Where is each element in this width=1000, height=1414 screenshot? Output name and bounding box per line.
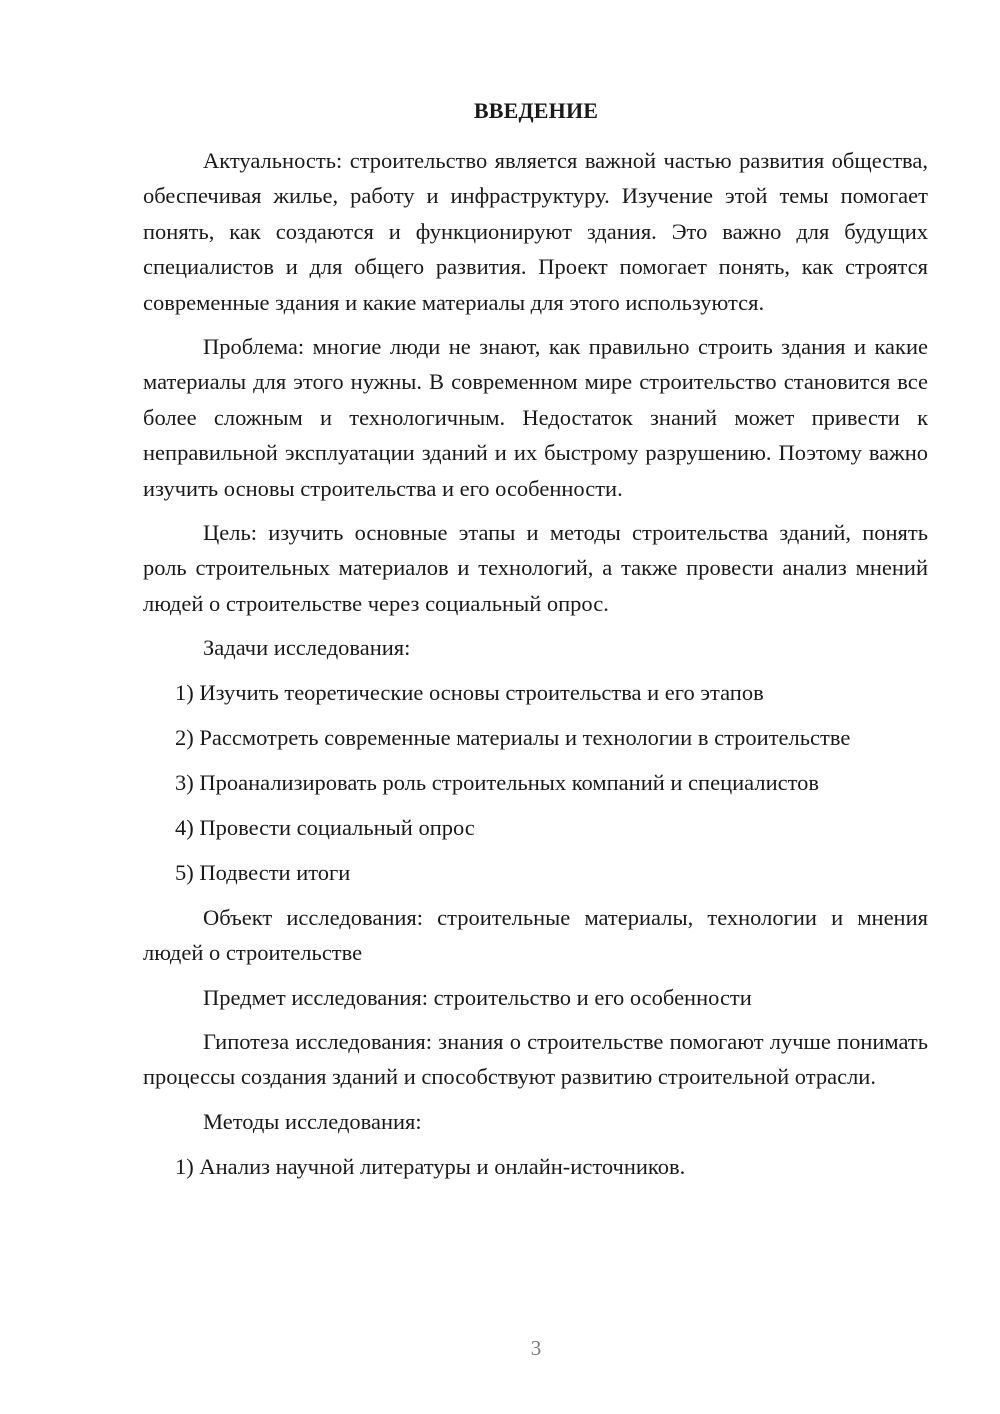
tasks-heading: Задачи исследования:: [203, 635, 411, 661]
document-body: [143, 143, 928, 1184]
methods-heading: Методы исследования:: [203, 1108, 422, 1134]
task-item: 5) Подвести итоги: [175, 859, 351, 885]
paragraph-object: Объект исследования: строительные материалы, технологии и мнения людей о строительстве: [143, 904, 928, 966]
paragraph-hypothesis: Гипотеза исследования: знания о строительстве помогают лучше понимать процессы создания зданий и способствуют развитию строительной отрасли.: [143, 1028, 928, 1090]
section-title: ВВЕДЕНИЕ: [473, 98, 599, 123]
task-item: 4) Провести социальный опрос: [175, 814, 475, 840]
method-item: 1) Анализ научной литературы и онлайн-источников.: [175, 1153, 686, 1179]
paragraph-goal: Цель: изучить основные этапы и методы строительства зданий, понять роль строительных материалов и технологий, а также провести анализ мнений людей о строительстве через социальный опрос.: [143, 520, 928, 616]
page-number: 3: [530, 1336, 542, 1360]
paragraph-problem: Проблема: многие люди не знают, как правильно строить здания и какие материалы для этого нужны. В современном мире строительство становится все более сложным и технологичным. Недостаток знаний может привести к неправильной эксплуатации зданий и их быстрому разрушению. Поэтому важно изучить основы строительства и его особенности.: [143, 334, 928, 501]
paragraph-subject: Предмет исследования: строительство и его особенности: [203, 984, 752, 1010]
task-item: 2) Рассмотреть современные материалы и технологии в строительстве: [175, 725, 851, 751]
paragraph-relevance: Актуальность: строительство является важной частью развития общества, обеспечивая жилье, работу и инфраструктуру. Изучение этой темы помогает понять, как создаются и функционируют здания. Это важно для будущих специалистов и для общего развития. Проект помогает понять, как строятся современные здания и какие материалы для этого используются.: [143, 148, 928, 315]
task-item: 1) Изучить теоретические основы строительства и его этапов: [175, 680, 764, 706]
task-item: 3) Проанализировать роль строительных компаний и специалистов: [175, 770, 820, 795]
